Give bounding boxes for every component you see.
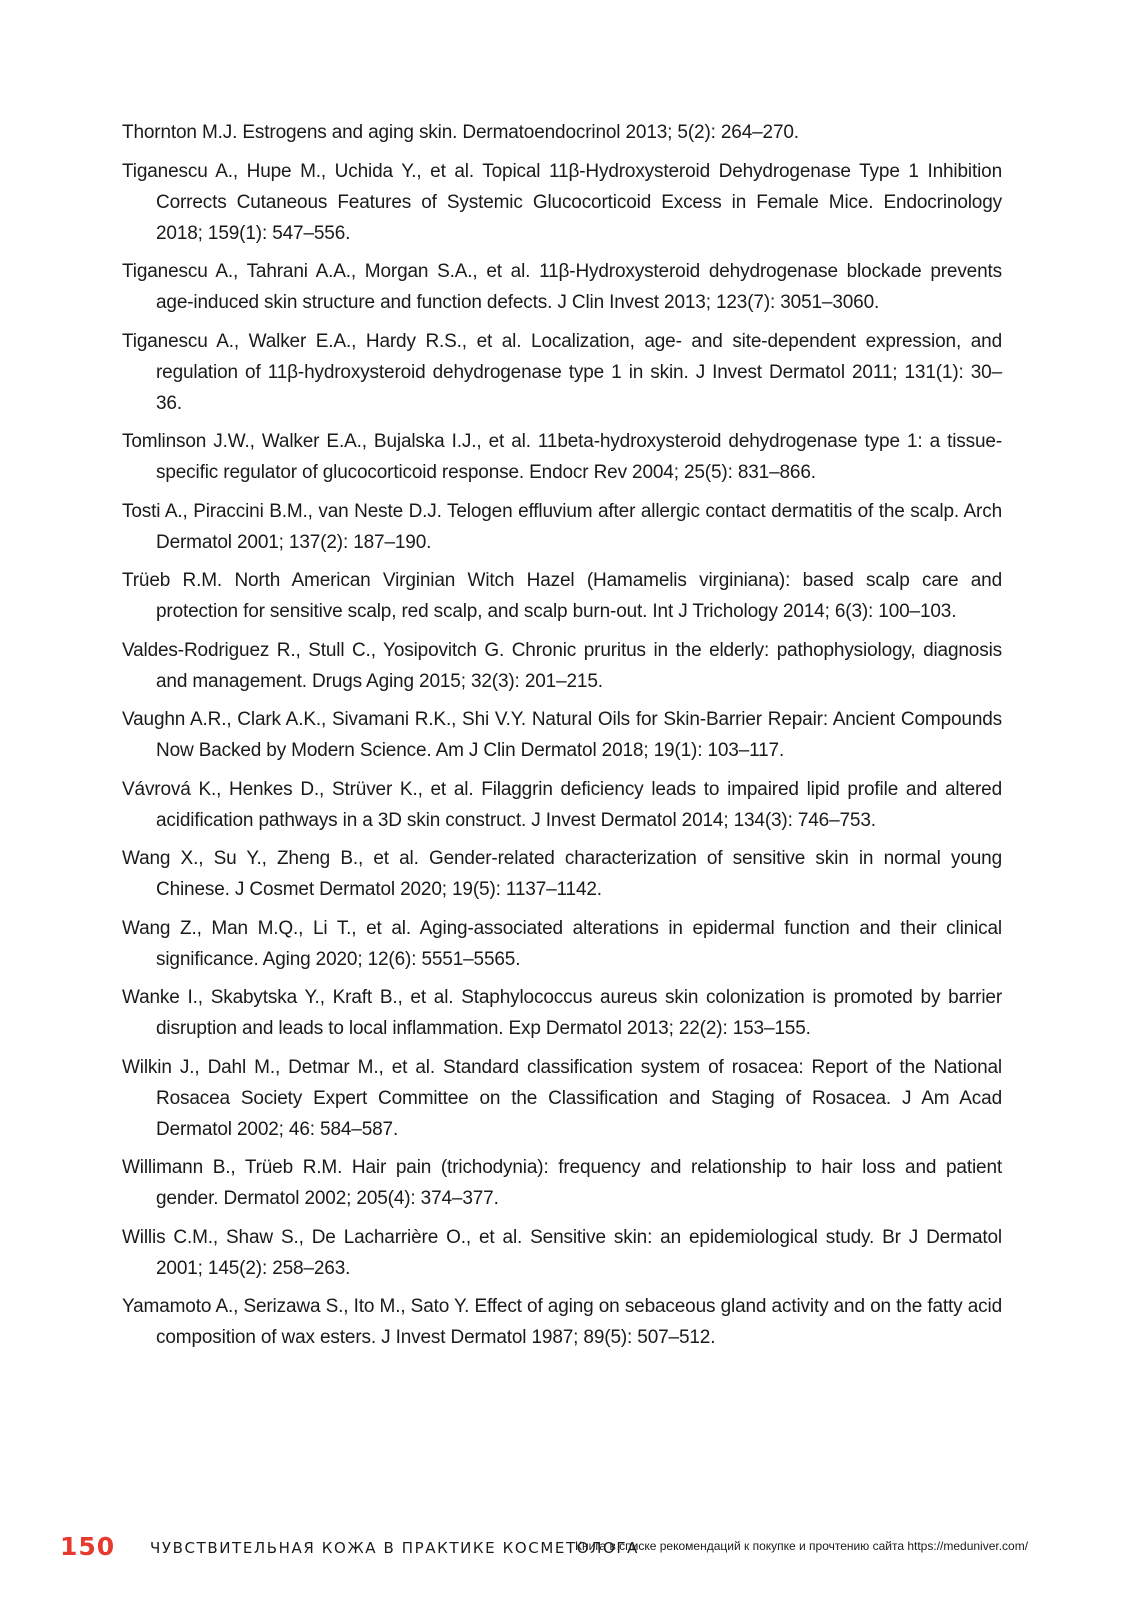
reference-item: Tiganescu A., Walker E.A., Hardy R.S., et al. Localization, age- and site-dependent expression, and regulation of 11β-hydroxysteroid dehydrogenase type 1 in skin. J Invest Dermatol 2011; 131(1): 30–36. xyxy=(122,330,1002,414)
reference-item: Willimann B., Trüeb R.M. Hair pain (trichodynia): frequency and relationship to hair loss and patient gender. Dermatol 2002; 205(4): 374–377. xyxy=(122,1157,1002,1209)
reference-item: Tiganescu A., Tahrani A.A., Morgan S.A., et al. 11β-Hydroxysteroid dehydrogenase blockade prevents age-induced skin structure and function defects. J Clin Invest 2013; 123(7): 3051–3060. xyxy=(122,261,1002,313)
reference-item: Vaughn A.R., Clark A.K., Sivamani R.K., Shi V.Y. Natural Oils for Skin-Barrier Repair: Ancient Compounds Now Backed by Modern Science. Am J Clin Dermatol 2018; 19(1): 103–117. xyxy=(122,709,1002,761)
reference-item: Vávrová K., Henkes D., Strüver K., et al. Filaggrin deficiency leads to impaired lipid profile and altered acidification pathways in a 3D skin construct. J Invest Dermatol 2014; 134(3): 746–753. xyxy=(122,778,1002,831)
reference-item: Wang X., Su Y., Zheng B., et al. Gender-related characterization of sensitive skin in normal young Chinese. J Cosmet Dermatol 2020; 19(5): 1137–1142. xyxy=(122,848,1002,900)
reference-item: Yamamoto A., Serizawa S., Ito M., Sato Y. Effect of aging on sebaceous gland activity and on the fatty acid composition of wax esters. J Invest Dermatol 1987; 89(5): 507–512. xyxy=(122,1296,1002,1348)
reference-item: Tomlinson J.W., Walker E.A., Bujalska I.J., et al. 11beta-hydroxysteroid dehydrogenase type 1: a tissue-specific regulator of glucocorticoid response. Endocr Rev 2004; 25(5): 831–866. xyxy=(122,431,1002,483)
reference-item: Tiganescu A., Hupe M., Uchida Y., et al. Topical 11β-Hydroxysteroid Dehydrogenase Type 1 Inhibition Corrects Cutaneous Features of Systemic Glucocorticoid Excess in Female Mice. Endocrinology 2018; 159(1): 547–556. xyxy=(122,160,1002,244)
reference-item: Wanke I., Skabytska Y., Kraft B., et al. Staphylococcus aureus skin colonization is promoted by barrier disruption and leads to local inflammation. Exp Dermatol 2013; 22(2): 153–155. xyxy=(122,987,1002,1039)
reference-list xyxy=(122,117,1002,1361)
running-title: ЧУВСТВИТЕЛЬНАЯ КОЖА В ПРАКТИКЕ КОСМЕТОЛОГА xyxy=(150,1539,640,1557)
watermark-text: Книга в списке рекомендаций к покупке и прочтению сайта https://meduniver.com/ xyxy=(575,1539,1029,1553)
page-footer xyxy=(60,1532,1110,1562)
reference-item: Tosti A., Piraccini B.M., van Neste D.J. Telogen effluvium after allergic contact dermatitis of the scalp. Arch Dermatol 2001; 137(2): 187–190. xyxy=(122,500,1002,553)
reference-item: Wang Z., Man M.Q., Li T., et al. Aging-associated alterations in epidermal function and their clinical significance. Aging 2020; 12(6): 5551–5565. xyxy=(122,917,1002,970)
reference-item: Thornton M.J. Estrogens and aging skin. Dermatoendocrinol 2013; 5(2): 264–270. xyxy=(122,122,799,143)
page-number: 150 xyxy=(60,1532,116,1561)
reference-item: Valdes-Rodriguez R., Stull C., Yosipovitch G. Chronic pruritus in the elderly: pathophysiology, diagnosis and management. Drugs Aging 2015; 32(3): 201–215. xyxy=(122,639,1002,692)
reference-item: Trüeb R.M. North American Virginian Witch Hazel (Hamamelis virginiana): based scalp care and protection for sensitive scalp, red scalp, and scalp burn-out. Int J Trichology 2014; 6(3): 100–103. xyxy=(122,570,1002,622)
reference-item: Wilkin J., Dahl M., Detmar M., et al. Standard classification system of rosacea: Report of the National Rosacea Society Expert Committee on the Classification and Staging of Rosacea. J Am Acad Dermatol 2002; 46: 584–587. xyxy=(122,1056,1002,1140)
reference-item: Willis C.M., Shaw S., De Lacharrière O., et al. Sensitive skin: an epidemiological study. Br J Dermatol 2001; 145(2): 258–263. xyxy=(122,1226,1002,1279)
